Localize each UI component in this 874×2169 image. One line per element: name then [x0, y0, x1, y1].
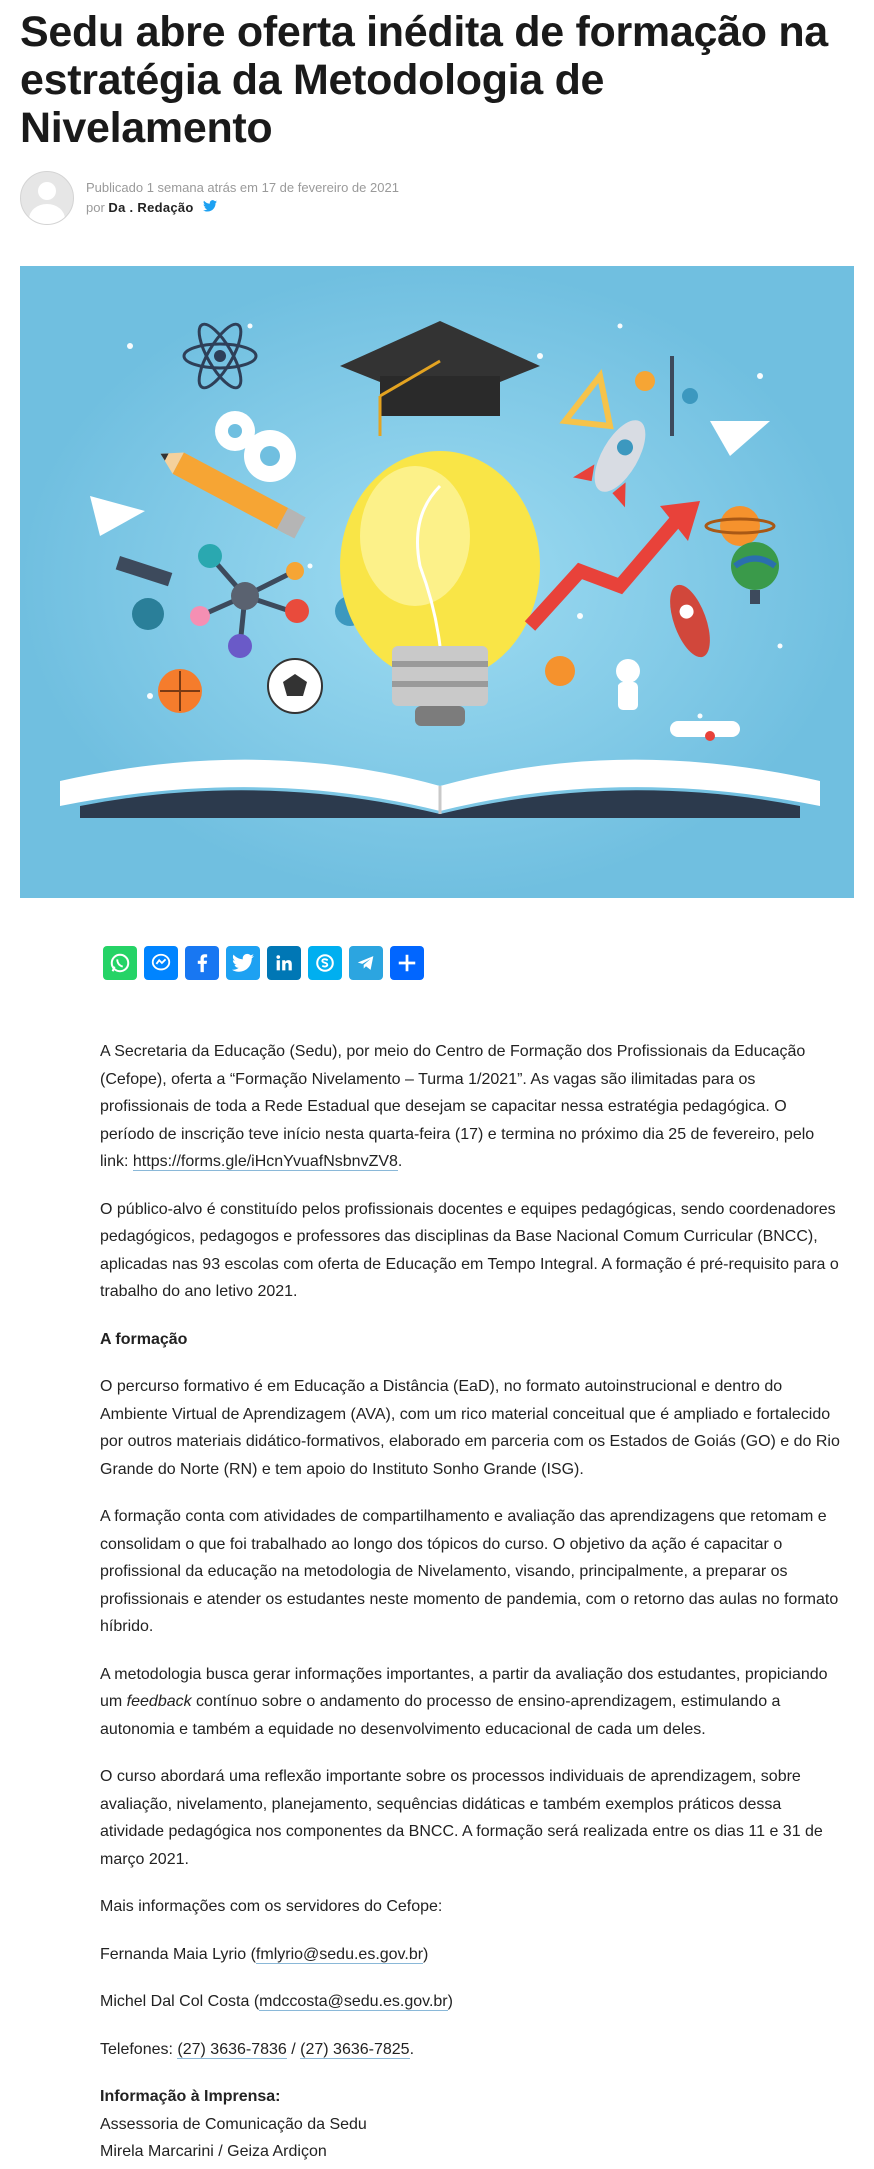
contact-michel-name: Michel Dal Col Costa ( [100, 1993, 260, 2010]
methodology-text-after: contínuo sobre o andamento do processo de ensino-aprendizagem, estimulando a autonomia e também a equidade no desenvolvimento educacional de cada um deles. [100, 1693, 781, 1738]
education-illustration-icon [20, 266, 854, 898]
contact-michel [100, 1988, 840, 2016]
byline [86, 198, 399, 219]
paragraph-intro [100, 1038, 840, 1176]
byline-prefix: por [86, 199, 105, 215]
linkedin-icon [273, 952, 295, 974]
phones-separator: / [286, 2040, 301, 2058]
registration-form-link[interactable]: https://forms.gle/iHcnYvuafNsbnvZV8 [132, 1153, 398, 1170]
phones-end: . [409, 2040, 415, 2058]
article-body [100, 1038, 840, 2166]
share-bar [103, 946, 874, 980]
whatsapp-icon [109, 952, 131, 974]
contact-fernanda [100, 1941, 840, 1969]
feedback-italic-text: feedback [126, 1693, 192, 1710]
plus-icon [396, 952, 418, 974]
author-link[interactable]: Da . Redação [108, 199, 194, 215]
hero-image [20, 266, 854, 898]
press-line-1: Assessoria de Comunicação da Sedu [100, 2115, 367, 2133]
published-date: Publicado 1 semana atrás em 17 de fevereiro de 2021 [86, 179, 399, 195]
fernanda-email-link[interactable]: fmlyrio@sedu.es.gov.br [255, 1945, 424, 1963]
paragraph-activities: A formação conta com atividades de compartilhamento e avaliação das aprendizagens que retomam e consolidam o que foi trabalhado ao longo dos tópicos do curso. O objetivo da ação é capacitar o profissional da educação na metodologia de Nivelamento, visando, principalmente, a preparar os profissionais e atender os estudantes neste momento de pandemia, com o retorno das aulas no formato híbrido. [100, 1508, 839, 1635]
contact-michel-end: ) [447, 1993, 453, 2010]
press-heading: Informação à Imprensa: [100, 2088, 281, 2105]
contact-fernanda-name: Fernanda Maia Lyrio ( [100, 1945, 256, 1963]
phone-link-1[interactable]: (27) 3636-7836 [177, 2040, 287, 2058]
messenger-share-button[interactable] [144, 946, 178, 980]
twitter-bird-icon [232, 953, 254, 973]
messenger-icon [150, 952, 172, 974]
facebook-share-button[interactable] [185, 946, 219, 980]
paragraph-methodology [100, 1661, 840, 1744]
twitter-icon[interactable] [203, 198, 217, 218]
telegram-icon [355, 952, 377, 974]
skype-icon [314, 952, 336, 974]
phones-label: Telefones: [100, 2040, 178, 2058]
contact-fernanda-end: ) [423, 1945, 429, 1963]
more-share-button[interactable] [390, 946, 424, 980]
facebook-icon [191, 952, 213, 974]
section-subheading: A formação [100, 1330, 188, 1348]
twitter-share-button[interactable] [226, 946, 260, 980]
avatar-head-shape [38, 182, 56, 200]
phone-link-2[interactable]: (27) 3636-7825 [300, 2040, 410, 2058]
methodology-text-before: A metodologia busca gerar informações importantes, a partir da avaliação dos estudantes, propiciando um [100, 1665, 828, 1710]
telegram-share-button[interactable] [349, 946, 383, 980]
paragraph-audience: O público-alvo é constituído pelos profissionais docentes e equipes pedagógicas, sendo coordenadores pedagógicos, pedagogos e professores das disciplinas da Base Nacional Comum Curricular (BNCC), aplicadas nas 93 escolas com oferta de Educação em Tempo Integral. A formação é pré-requisito para o trabalho do ano letivo 2021. [100, 1200, 839, 1300]
whatsapp-share-button[interactable] [103, 946, 137, 980]
article-title: Sedu abre oferta inédita de formação na estratégia da Metodologia de Nivelamento [20, 8, 828, 152]
meta-text [86, 178, 399, 219]
avatar-body-shape [29, 204, 65, 225]
press-info [100, 2083, 840, 2166]
linkedin-share-button[interactable] [267, 946, 301, 980]
article-page [0, 8, 874, 2166]
paragraph-course-format: O percurso formativo é em Educação a Distância (EaD), no formato autoinstrucional e dentro do Ambiente Virtual de Aprendizagem (AVA), com um rico material conceitual que é ampliado e fortalecido por outros materiais didático-formativos, elaborado em parceria com os Estados de Goiás (GO) e do Rio Grande do Norte (RN) e tem apoio do Instituto Sonho Grande (ISG). [100, 1378, 840, 1478]
press-line-2: Mirela Marcarini / Geiza Ardiçon [100, 2143, 327, 2160]
paragraph-intro-text: A Secretaria da Educação (Sedu), por meio do Centro de Formação dos Profissionais da Educação (Cefope), oferta a “Formação Nivelamento – Turma 1/2021”. As vagas são ilimitadas para os profissionais de toda a Rede Estadual que desejam se capacitar nessa estratégia pedagógica. O período de inscrição teve início nesta quarta-feira (17) e termina no próximo dia 25 de fevereiro, pelo link: [100, 1043, 815, 1170]
michel-email-link[interactable]: mdccosta@sedu.es.gov.br [259, 1993, 448, 2010]
contact-phones [100, 2036, 840, 2064]
paragraph-more-info: Mais informações com os servidores do Cefope: [100, 1898, 443, 1915]
paragraph-topics: O curso abordará uma reflexão importante sobre os processos individuais de aprendizagem, sobre avaliação, nivelamento, planejamento, sequências didáticas e também exemplos práticos dessa atividade pedagógica nos componentes da BNCC. A formação será realizada entre os dias 11 e 31 de março 2021. [100, 1768, 823, 1868]
author-avatar[interactable] [20, 171, 74, 225]
article-meta [20, 170, 854, 226]
skype-share-button[interactable] [308, 946, 342, 980]
paragraph-intro-end: . [397, 1153, 403, 1170]
